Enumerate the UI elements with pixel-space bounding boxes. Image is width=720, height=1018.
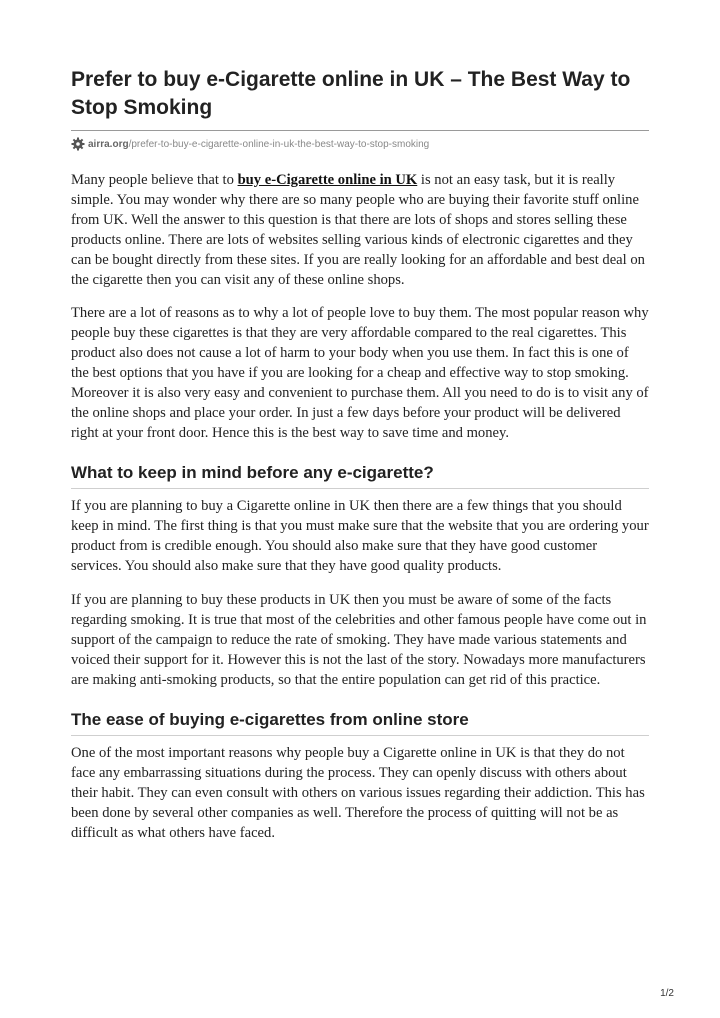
buy-e-cigarette-link[interactable]: buy e-Cigarette online in UK (237, 172, 418, 188)
paragraph-convenience: Moreover it is also very easy and convenient to purchase them. All you need to do is to visit any of the online shops and place your order. In just a few days before your product will be delivered right at your front door. Hence this is the best way to save time and money. (71, 385, 649, 441)
section1-paragraph: If you are planning to buy these products in UK then you must be aware of some of the facts regarding smoking. It is true that most of the celebrities and other famous people have come out in support of the campaign to reduce the rate of smoking. They have made various statements and voiced their support for it. However this is not the last of the story. Nowadays more manufacturers are making anti-smoking products, so that the entire population can get rid of this practice. (71, 592, 647, 688)
gear-logo-icon (71, 137, 85, 151)
section2-paragraph: One of the most important reasons why people buy a Cigarette online in UK is that they do not face any embarrassing situations during the process. They can openly discuss with others about their habit. They can even consult with others on various issues regarding their addiction. This has been done by several other companies as well. Therefore the process of quitting will not be as difficult as what others have faced. (71, 745, 645, 841)
section1-paragraph: If you are planning to buy a Cigarette online in UK then there are a few things that you should keep in mind. The first thing is that you must make sure that the website that you are ordering your product from is credible enough. You should also make sure that they have good customer services. You should also make sure that they have good quality products. (71, 498, 649, 574)
source-domain: airra.org (88, 138, 129, 150)
title-divider (71, 130, 649, 131)
section-heading-ease-of-buying: The ease of buying e-cigarettes from online store (71, 710, 469, 729)
section-divider (71, 488, 649, 489)
article (71, 66, 649, 843)
source-url[interactable] (71, 137, 649, 151)
intro-paragraph (71, 170, 649, 290)
page-number: 1/2 (660, 988, 674, 999)
intro-text-start: Many people believe that to (71, 172, 238, 188)
section-heading-what-to-keep-in-mind: What to keep in mind before any e-cigarette? (71, 463, 434, 482)
section-divider (71, 735, 649, 736)
intro-text-end: is not an easy task, but it is really simple. You may wonder why there are so many people who are buying their favorite stuff online from UK. Well the answer to this question is that there are lots of shops and stores selling these products online. There are lots of websites selling various kinds of electronic cigarettes and they can be bought directly from these sites. If you are really looking for an affordable and best deal on the cigarette then you can visit any of these online shops. (71, 172, 645, 288)
paragraph-reasons: There are a lot of reasons as to why a lot of people love to buy them. The most popular reason why people buy these cigarettes is that they are very affordable compared to the real cigarettes. This product also does not cause a lot of harm to your body when you use them. In fact this is one of the best options that you have if you are looking for a cheap and effective way to stop smoking. (71, 305, 649, 381)
page-title: Prefer to buy e-Cigarette online in UK – The Best Way to Stop Smoking (71, 68, 631, 119)
source-path: /prefer-to-buy-e-cigarette-online-in-uk-the-best-way-to-stop-smoking (128, 138, 430, 150)
